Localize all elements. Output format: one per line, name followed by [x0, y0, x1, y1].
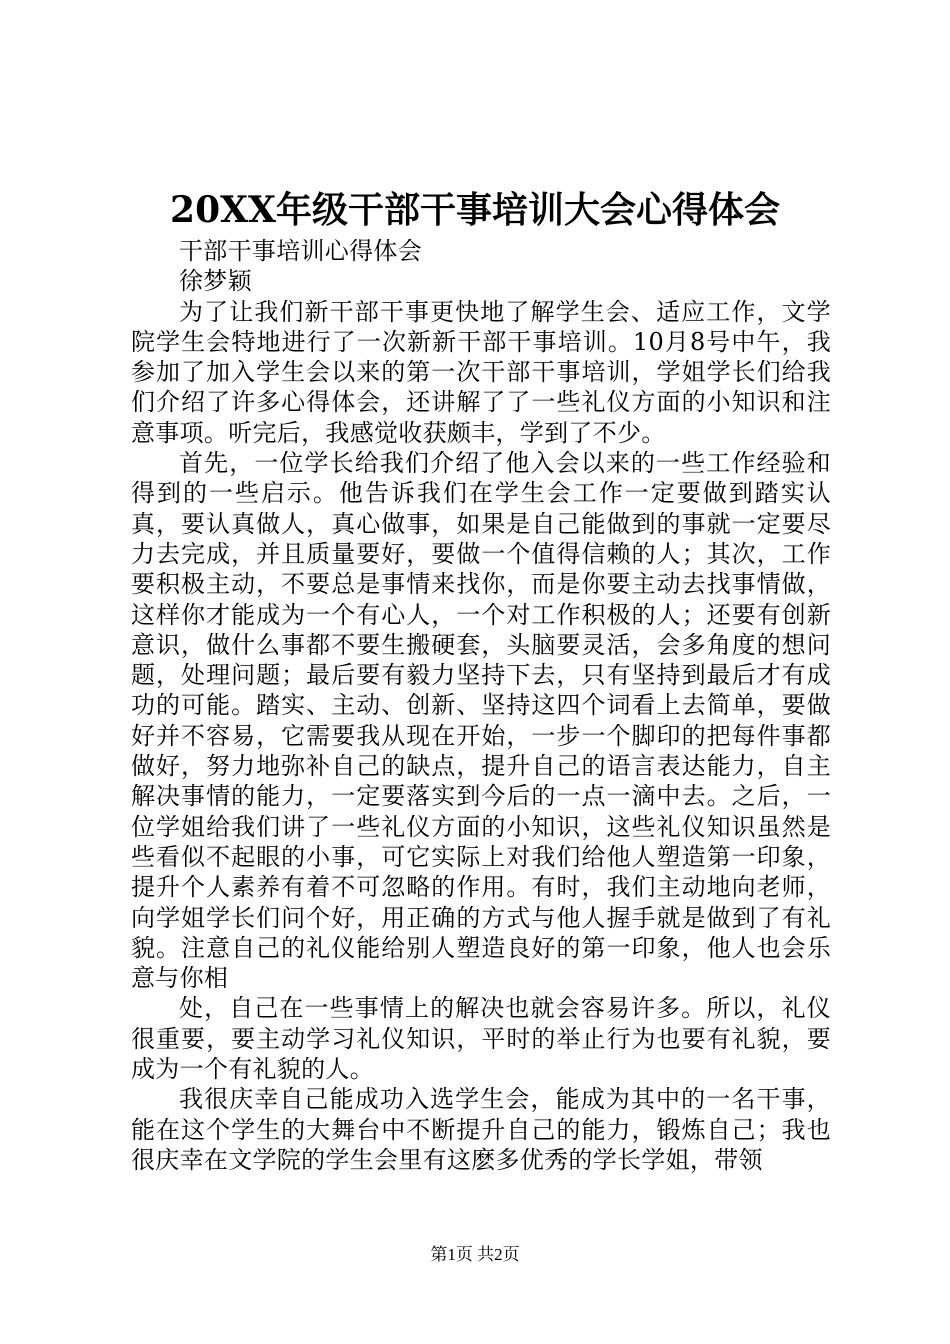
- paragraph-2: 首先，一位学长给我们介绍了他入会以来的一些工作经验和得到的一些启示。他告诉我们在学生会工作一定要做到踏实认真，要认真做人，真心做事，如果是自己能做到的事就一定要尽力去完成，并且质量要好，要做一个值得信赖的人；其次，工作要积极主动，不要总是事情来找你，而是你要主动去找事情做，这样你才能成为一个有心人，一个对工作积极的人；还要有创新意识，做什么事都不要生搬硬套，头脑要灵活，会多角度的想问题，处理问题；最后要有毅力坚持下去，只有坚持到最后才有成功的可能。踏实、主动、创新、坚持这四个词看上去简单，要做好并不容易，它需要我从现在开始，一步一个脚印的把每件事都做好，努力地弥补自己的缺点，提升自己的语言表达能力，自主解决事情的能力，一定要落实到今后的一点一滴中去。之后，一位学姐给我们讲了一些礼仪方面的小知识，这些礼仪知识虽然是些看似不起眼的小事，可它实际上对我们给他人塑造第一印象，提升个人素养有着不可忽略的作用。有时，我们主动地向老师，向学姐学长们问个好，用正确的方式与他人握手就是做到了有礼貌。注意自己的礼仪能给别人塑造良好的第一印象，他人也会乐意与你相: [131, 449, 831, 993]
- document-subtitle: 干部干事培训心得体会: [179, 237, 422, 265]
- document-author: 徐梦颖: [179, 267, 252, 296]
- document-title: 20XX年级干部干事培训大会心得体会: [170, 189, 780, 231]
- paragraph-4: 我很庆幸自己能成功入选学生会，能成为其中的一名干事，能在这个学生的大舞台中不断提升自己的能力，锻炼自己；我也很庆幸在文学院的学生会里有这麽多优秀的学长学姐，带领: [131, 1085, 831, 1174]
- document-body: [131, 236, 831, 1175]
- paragraph-1: 为了让我们新干部干事更快地了解学生会、适应工作，文学院学生会特地进行了一次新新干部干事培训。10月8号中午，我参加了加入学生会以来的第一次干部干事培训，学姐学长们给我们介绍了许多心得体会，还讲解了了一些礼仪方面的小知识和注意事项。听完后，我感觉收获颇丰，学到了不少。: [131, 297, 831, 447]
- page-footer: 第1页 共2页: [430, 1245, 520, 1264]
- paragraph-3: 处，自己在一些事情上的解决也就会容易许多。所以，礼仪很重要，要主动学习礼仪知识，平时的举止行为也要有礼貌，要成为一个有礼貌的人。: [131, 994, 831, 1084]
